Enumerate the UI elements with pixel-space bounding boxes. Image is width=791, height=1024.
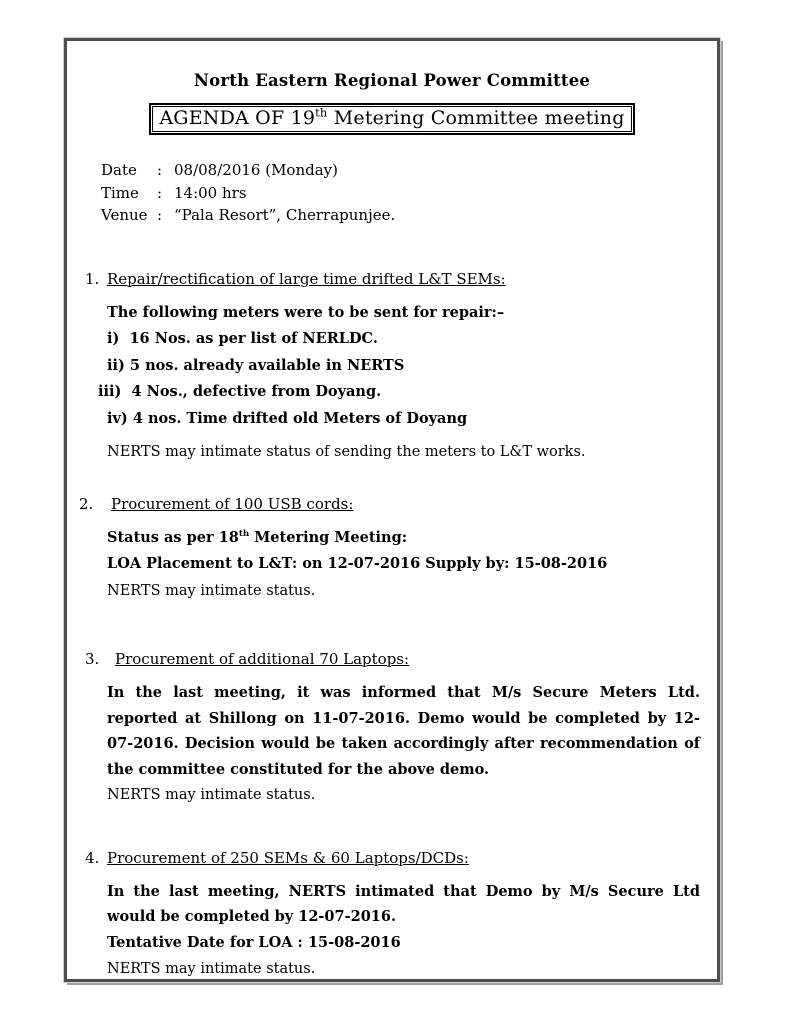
agenda-title-wrap: [67, 103, 717, 135]
agenda-item-1: [67, 270, 717, 466]
item-2-status-note: NERTS may intimate status.: [107, 582, 316, 599]
item-2-heading: [79, 495, 700, 513]
agenda-title-box: [149, 103, 634, 135]
agenda-title-post: Metering Committee meeting: [327, 107, 625, 129]
agenda-title: [152, 106, 631, 132]
meta-label-venue: Venue: [101, 206, 148, 224]
meta-row-venue: [101, 204, 717, 227]
item-3-heading-text: Procurement of additional 70 Laptops:: [115, 650, 410, 668]
meta-label-time: Time: [101, 183, 139, 202]
item-4-number: 4.: [85, 848, 100, 867]
agenda-item-2: [67, 495, 717, 605]
item-1-sub-item-i: i) 16 Nos. as per list of NERLDC.: [107, 330, 378, 347]
item-4-heading-text: Procurement of 250 SEMs & 60 Laptops/DCDs:: [107, 848, 469, 867]
agenda-item-4: [67, 849, 717, 983]
item-1-heading: [85, 270, 700, 288]
item-1-sub-item-iv: iv) 4 nos. Time drifted old Meters of Doyang: [107, 409, 468, 427]
item-2-status-line-superscript: th: [238, 528, 250, 539]
meta-value-time: 14:00 hrs: [174, 183, 247, 202]
item-4-tentative-line: Tentative Date for LOA : 15-08-2016: [107, 933, 401, 951]
item-2-status-line-post: Metering Meeting:: [249, 528, 408, 546]
meta-row-time: [101, 182, 717, 205]
item-3-heading: [85, 650, 700, 668]
meeting-meta: [101, 159, 717, 227]
item-1-status-note: NERTS may intimate status of sending the meters to L&T works.: [107, 444, 586, 460]
agenda-title-pre: AGENDA OF 19: [159, 107, 316, 129]
item-3-body: In the last meeting, it was informed that M/s Secure Meters Ltd. reported at Shillong on 11-07-2016. Demo would be completed by 12-07-2016. Decision would be taken accordingly after recommendation of the committee constituted for the above demo.: [107, 684, 700, 778]
document-border-frame: [64, 38, 720, 982]
agenda-title-superscript: th: [315, 105, 328, 120]
item-1-intro: The following meters were to be sent for repair:–: [107, 303, 505, 321]
meta-value-date: 08/08/2016 (Monday): [174, 161, 338, 179]
item-1-sub-item-iii: iii) 4 Nos., defective from Doyang.: [98, 383, 382, 400]
agenda-item-3: [67, 650, 717, 809]
meta-colon: :: [157, 206, 163, 224]
item-2-heading-text: Procurement of 100 USB cords:: [111, 494, 354, 513]
meta-value-venue: “Pala Resort”, Cherrapunjee.: [174, 206, 396, 224]
org-title: North Eastern Regional Power Committee: [193, 71, 591, 90]
item-2-loa-line: LOA Placement to L&T: on 12-07-2016 Supply by: 15-08-2016: [107, 555, 608, 572]
meta-colon: :: [157, 161, 163, 179]
item-3-number: 3.: [85, 650, 100, 668]
item-1-heading-text: Repair/rectification of large time drifted L&T SEMs:: [107, 269, 506, 288]
item-2-status-line-pre: Status as per 18: [107, 528, 239, 546]
item-4-heading: [85, 849, 700, 867]
meta-label-date: Date: [101, 161, 137, 179]
item-2-status-line: [107, 525, 700, 552]
item-2-number: 2.: [79, 494, 94, 513]
item-1-sub-item-ii: ii) 5 nos. already available in NERTS: [107, 356, 405, 374]
item-3-status-note: NERTS may intimate status.: [107, 787, 316, 803]
item-1-number: 1.: [85, 269, 100, 288]
item-4-body: In the last meeting, NERTS intimated that Demo by M/s Secure Ltd would be completed by 12-07-2016.: [107, 882, 700, 925]
item-4-status-note: NERTS may intimate status.: [107, 961, 316, 977]
meta-colon: :: [157, 183, 163, 202]
meta-row-date: [101, 159, 717, 182]
